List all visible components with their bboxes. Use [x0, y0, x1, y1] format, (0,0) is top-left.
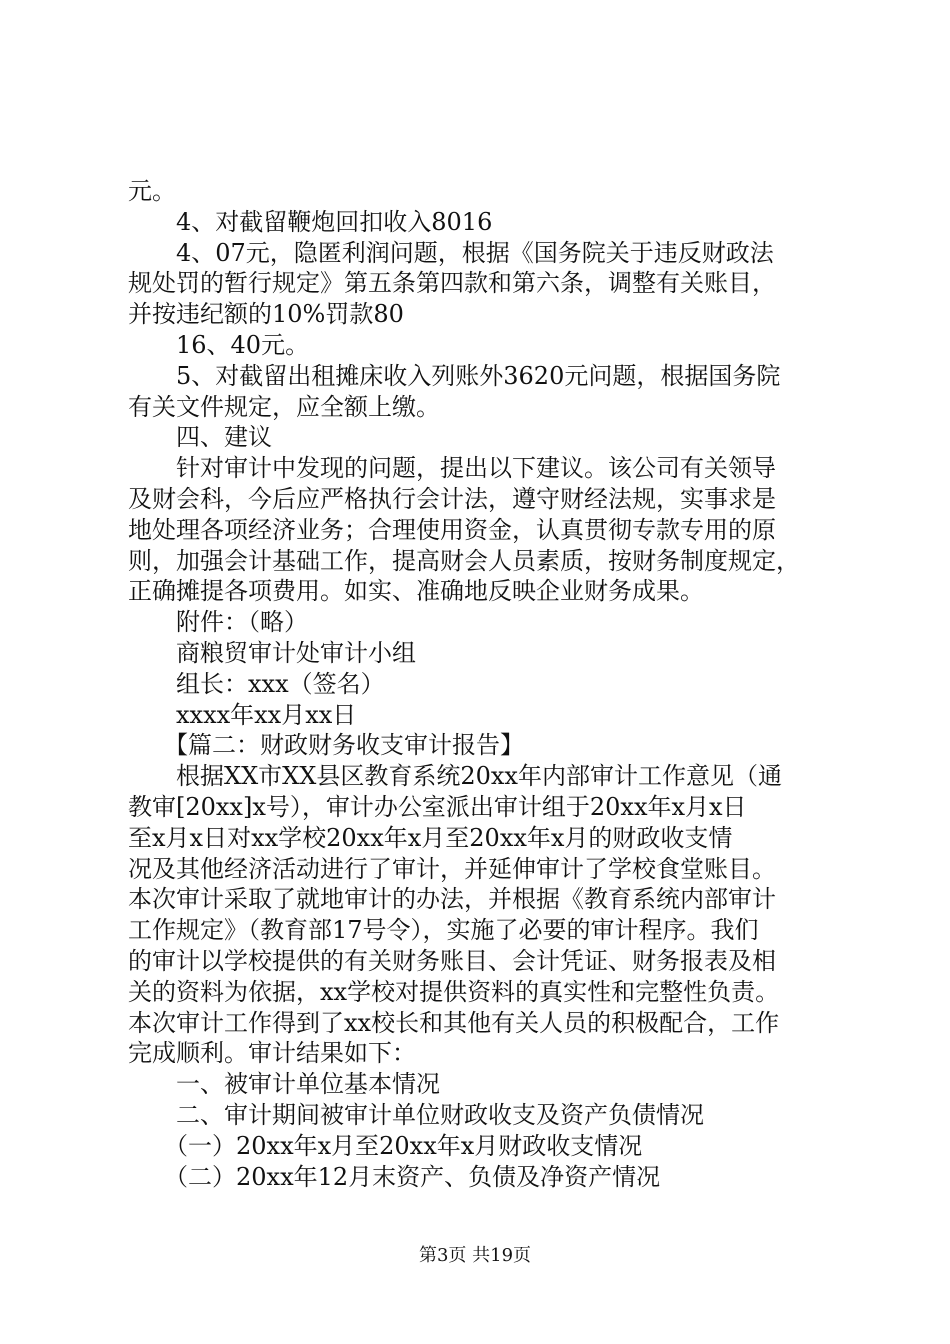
text-line: 元。 — [128, 177, 176, 205]
text-line: 商粮贸审计处审计小组 — [176, 638, 416, 667]
text-line: 针对审计中发现的问题，提出以下建议。该公司有关领导 — [176, 454, 776, 483]
text-line: xxxx年xx月xx日 — [176, 700, 357, 729]
text-line: 教审[20xx]x号），审计办公室派出审计组于20xx年x月x日 — [128, 792, 747, 821]
text-line: 工作规定》（教育部17号令），实施了必要的审计程序。我们 — [128, 916, 759, 945]
text-line: 地处理各项经济业务；合理使用资金，认真贯彻专款专用的原 — [128, 515, 776, 544]
text-line: （一）20xx年x月至20xx年x月财政收支情况 — [164, 1131, 643, 1160]
text-line: 16、40元。 — [176, 330, 310, 359]
text-line: 完成顺利。审计结果如下： — [128, 1039, 416, 1068]
text-line: 【篇二：财政财务收支审计报告】 — [164, 731, 524, 760]
text-line: 四、建议 — [176, 423, 272, 452]
document-body — [128, 176, 833, 1192]
text-line: 并按违纪额的10%罚款80 — [128, 300, 404, 329]
text-line: 本次审计工作得到了xx校长和其他有关人员的积极配合，工作 — [128, 1008, 780, 1037]
text-line: 况及其他经济活动进行了审计，并延伸审计了学校食堂账目。 — [128, 854, 776, 883]
text-line: 根据XX市XX县区教育系统20xx年内部审计工作意见（通 — [176, 762, 782, 791]
text-line: 正确摊提各项费用。如实、准确地反映企业财务成果。 — [128, 577, 704, 606]
text-line: 4、07元，隐匿利润问题，根据《国务院关于违反财政法 — [176, 238, 774, 267]
text-line: 组长：xxx（签名） — [176, 669, 385, 698]
text-line: 则，加强会计基础工作，提高财会人员素质，按财务制度规定， — [128, 546, 800, 575]
text-line: （二）20xx年12月末资产、负债及净资产情况 — [164, 1162, 661, 1191]
text-line: 的审计以学校提供的有关财务账目、会计凭证、财务报表及相 — [128, 946, 776, 975]
text-line: 关的资料为依据，xx学校对提供资料的真实性和完整性负责。 — [128, 977, 780, 1006]
text-line: 至x月x日对xx学校20xx年x月至20xx年x月的财政收支情 — [128, 823, 733, 852]
text-line: 4、对截留鞭炮回扣收入8016 — [176, 207, 493, 236]
text-line: 5、对截留出租摊床收入列账外3620元问题，根据国务院 — [176, 361, 781, 390]
text-line: 有关文件规定，应全额上缴。 — [128, 392, 440, 421]
text-line: 本次审计采取了就地审计的办法，并根据《教育系统内部审计 — [128, 885, 776, 914]
text-line: 及财会科，今后应严格执行会计法，遵守财经法规，实事求是 — [128, 484, 776, 513]
page-footer: 第3页 共19页 — [418, 1245, 532, 1266]
text-line: 规处罚的暂行规定》第五条第四款和第六条，调整有关账目， — [128, 269, 776, 298]
text-line: 一、被审计单位基本情况 — [176, 1070, 440, 1099]
text-line: 二、审计期间被审计单位财政收支及资产负债情况 — [176, 1100, 704, 1129]
text-line: 附件：（略） — [176, 608, 308, 637]
